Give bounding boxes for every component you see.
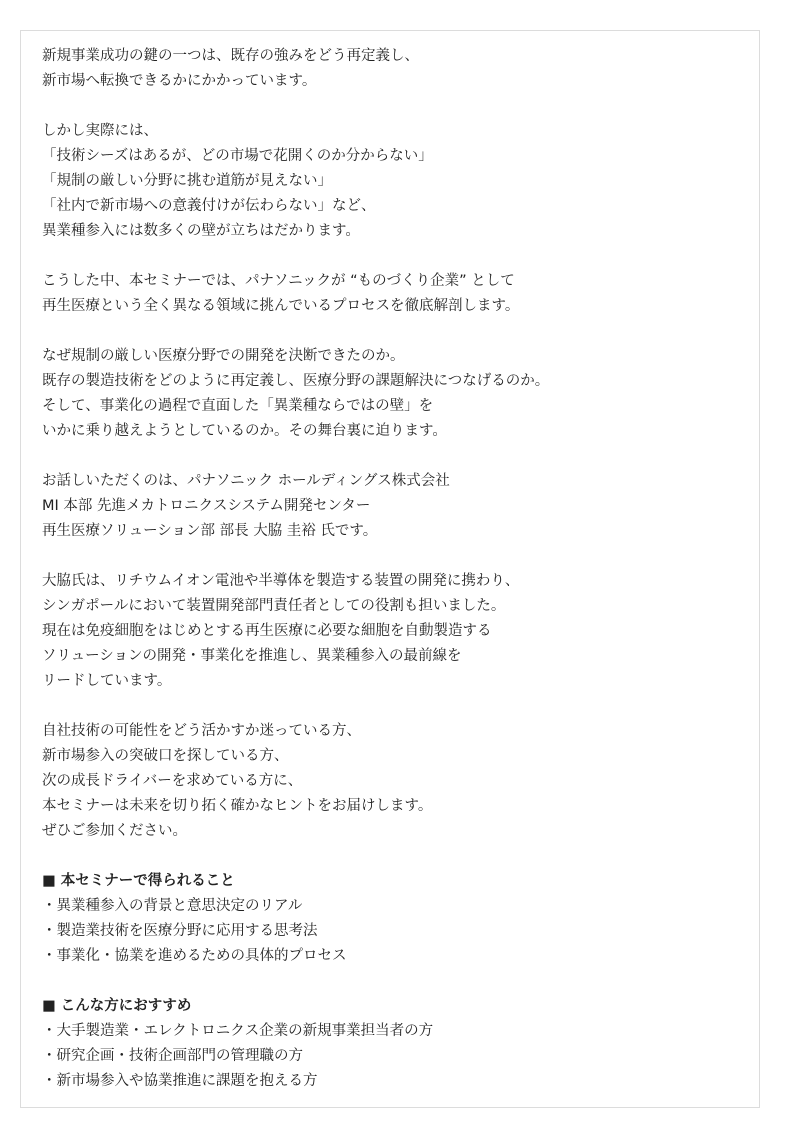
- text-line: 再生医療という全く異なる領域に挑んでいるプロセスを徹底解剖します。: [42, 298, 520, 314]
- spacer: [42, 94, 742, 119]
- spacer: [42, 544, 742, 569]
- list-item: ・異業種参入の背景と意思決定のリアル: [42, 898, 303, 914]
- text-line: 新規事業成功の鍵の一つは、既存の強みをどう再定義し、: [42, 48, 419, 64]
- document-body: [42, 44, 742, 1094]
- section-heading: ■ こんな方におすすめ: [42, 998, 192, 1014]
- text-line: こうした中、本セミナーでは、パナソニックが “ものづくり企業” として: [42, 273, 515, 289]
- section-heading: ■ 本セミナーで得られること: [42, 873, 235, 889]
- text-line: 既存の製造技術をどのように再定義し、医療分野の課題解決につなげるのか。: [42, 373, 550, 389]
- paragraph-speaker: [42, 469, 742, 544]
- text-line: お話しいただくのは、パナソニック ホールディングス株式会社: [42, 473, 450, 489]
- text-line: 「社内で新市場への意義付けが伝わらない」など、: [42, 198, 376, 214]
- section-takeaways: [42, 869, 742, 969]
- list-item: ・研究企画・技術企画部門の管理職の方: [42, 1048, 303, 1064]
- list-item: ・製造業技術を医療分野に応用する思考法: [42, 923, 318, 939]
- text-line: 「技術シーズはあるが、どの市場で花開くのか分からない」: [42, 148, 433, 164]
- paragraph-questions: [42, 344, 742, 444]
- spacer: [42, 694, 742, 719]
- text-line: シンガポールにおいて装置開発部門責任者としての役割も担いました。: [42, 598, 506, 614]
- spacer: [42, 319, 742, 344]
- paragraph-invitation: [42, 719, 742, 844]
- list-item: ・事業化・協業を進めるための具体的プロセス: [42, 948, 347, 964]
- text-line: いかに乗り越えようとしているのか。その舞台裏に迫ります。: [42, 423, 447, 439]
- text-line: 「規制の厳しい分野に挑む道筋が見えない」: [42, 173, 332, 189]
- spacer: [42, 844, 742, 869]
- list-item: ・新市場参入や協業推進に課題を抱える方: [42, 1073, 318, 1089]
- text-line: 現在は免疫細胞をはじめとする再生医療に必要な細胞を自動製造する: [42, 623, 492, 639]
- spacer: [42, 444, 742, 469]
- text-line: 新市場参入の突破口を探している方、: [42, 748, 289, 764]
- text-line: そして、事業化の過程で直面した「異業種ならではの壁」を: [42, 398, 434, 414]
- text-line: リードしています。: [42, 673, 172, 689]
- text-line: なぜ規制の厳しい医療分野での開発を決断できたのか。: [42, 348, 405, 364]
- text-line: 本セミナーは未来を切り拓く確かなヒントをお届けします。: [42, 798, 433, 814]
- text-line: 異業種参入には数多くの壁が立ちはだかります。: [42, 223, 360, 239]
- text-line: 大脇氏は、リチウムイオン電池や半導体を製造する装置の開発に携わり、: [42, 573, 520, 589]
- spacer: [42, 244, 742, 269]
- section-target-audience: [42, 994, 742, 1094]
- text-line: 次の成長ドライバーを求めている方に、: [42, 773, 303, 789]
- text-line: ぜひご参加ください。: [42, 823, 187, 839]
- text-line: 自社技術の可能性をどう活かすか迷っている方、: [42, 723, 361, 739]
- document-card: [20, 30, 760, 1108]
- text-line: 再生医療ソリューション部 部長 大脇 圭裕 氏です。: [42, 523, 378, 539]
- text-line: 新市場へ転換できるかにかかっています。: [42, 73, 317, 89]
- paragraph-intro: [42, 44, 742, 94]
- paragraph-seminar-overview: [42, 269, 742, 319]
- paragraph-challenges: [42, 119, 742, 244]
- text-line: しかし実際には、: [42, 123, 158, 139]
- text-line: MI 本部 先進メカトロニクスシステム開発センター: [42, 498, 371, 514]
- spacer: [42, 969, 742, 994]
- list-item: ・大手製造業・エレクトロニクス企業の新規事業担当者の方: [42, 1023, 434, 1039]
- paragraph-speaker-profile: [42, 569, 742, 694]
- text-line: ソリューションの開発・事業化を推進し、異業種参入の最前線を: [42, 648, 462, 664]
